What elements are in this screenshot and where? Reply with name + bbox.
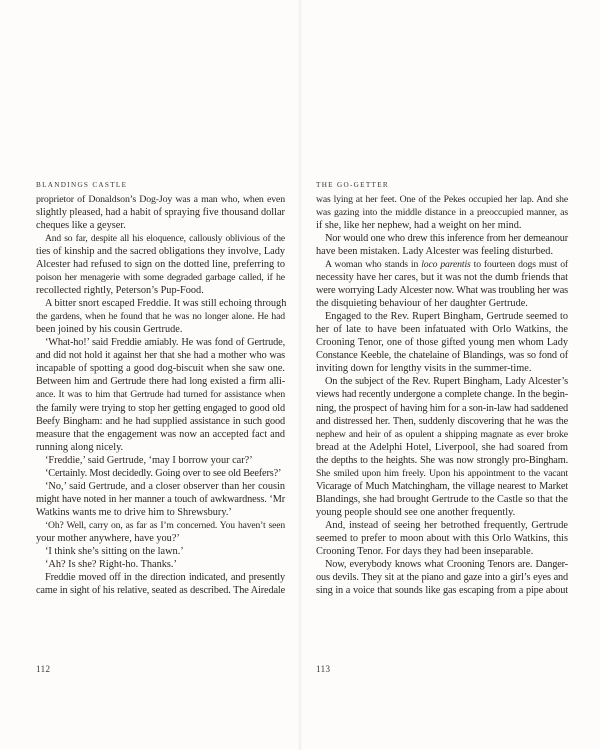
text-line: seemed to prefer to moon about with this Orlo Watkins, this: [316, 532, 568, 544]
text-line: incapable of spotting a good dog-biscuit when she saw one.: [36, 363, 285, 375]
right-page: [300, 0, 600, 750]
text-line: views had recently undergone a complete change. In the begin-: [316, 389, 568, 401]
text-line: Blandings, she had brought Gertrude to the Castle so that the: [316, 493, 568, 505]
left-body-text: [36, 193, 285, 597]
text-line: came in sight of his relative, seated as described. The Airedale: [36, 584, 285, 596]
text-line: ‘I think she’s sitting on the lawn.’: [45, 545, 184, 557]
text-line: the family were trying to stop her getting engaged to good old: [36, 402, 285, 414]
text-line: A bitter snort escaped Freddie. It was still echoing through: [45, 298, 287, 310]
text-line: the disquieting behaviour of her daughter Gertrude.: [316, 298, 528, 310]
text-line: ‘What-ho!’ said Freddie amiably. He was fond of Gertrude,: [45, 337, 285, 349]
text-line: recollected rightly, Peterson’s Pup-Food.: [36, 285, 204, 297]
text-line: have been mistaken. Lady Alcester was feeling disturbed.: [316, 246, 554, 258]
text-line: sing in a voice that sounds like gas escaping from a pipe about: [316, 584, 568, 596]
text-line: inviting down for lengthy visits in the summer-time.: [316, 363, 532, 375]
text-line: On the subject of the Rev. Rupert Bingham, Lady Alcester’s: [325, 376, 568, 388]
text-line: ance. It was to him that Gertrude had turned for assistance when: [36, 389, 285, 401]
text-line: Engaged to the Rev. Rupert Bingham, Gertrude seemed to: [325, 311, 568, 323]
text-line: ties of kinship and the sacred obligations they involve, Lady: [36, 246, 285, 258]
text-line: might have noted in her manner a touch of awkwardness. ‘Mr: [36, 493, 285, 505]
text-line: ‘Ah? Is she? Right-ho. Thanks.’: [45, 558, 177, 570]
text-line: your mother anywhere, have you?’: [36, 532, 180, 544]
page-number-right: 113: [316, 664, 331, 674]
text-line: running along nicely.: [36, 441, 124, 453]
text-line: ‘Oh? Well, carry on, as far as I’m concerned. You haven’t seen: [45, 519, 285, 531]
text-line: if she, like her nephew, had a weight on her mind.: [316, 220, 522, 232]
text-line: Crooning Tenor. For days they had been inseparable.: [316, 545, 534, 557]
text-line: A woman who stands in loco parentis to fourteen dogs must of: [325, 259, 568, 271]
text-line: proprietor of Donaldson’s Dog-Joy was a man who, when even: [36, 194, 285, 205]
text-line: ‘Freddie,’ said Gertrude, ‘may I borrow your car?’: [45, 454, 253, 466]
text-line: cheques like a geyser.: [36, 220, 126, 232]
text-line: slightly pleased, had a habit of spraying five thousand dollar: [36, 207, 285, 219]
text-line: ‘No,’ said Gertrude, and a closer observer than her cousin: [45, 480, 285, 492]
text-line: and distressed her. Then, suddenly discovering that he was the: [316, 415, 568, 427]
text-line: Nor would one who drew this inference from her demeanour: [325, 233, 568, 245]
text-line: Now, everybody knows what Crooning Tenors are. Danger-: [325, 558, 568, 570]
text-line: Watkins wants me to drive him to Shrewsbury.’: [36, 506, 232, 518]
text-line: necessity have her cares, but it was not the dumb friends that: [316, 272, 568, 284]
text-line: Vicarage of Much Matchingham, the village nearest to Market: [316, 480, 568, 492]
text-line: ous devils. They sit at the piano and gaze into a girl’s eyes and: [316, 571, 568, 583]
text-line: And, instead of seeing her betrothed frequently, Gertrude: [325, 519, 568, 531]
text-line: ning, the prospect of having him for a son-in-law had saddened: [316, 402, 568, 414]
text-line: the depths to the heights. She was now strongly pro-Bingham.: [316, 454, 568, 466]
text-line: and did not hold it against her that she had a mother who was: [36, 350, 285, 362]
text-line: was gazing into the middle distance in a preoccupied manner, as: [316, 207, 568, 219]
running-head-right: THE GO-GETTER: [316, 181, 389, 189]
text-line: Between him and Gertrude there had long existed a firm alli-: [36, 376, 285, 388]
text-line: nephew and heir of as opulent a shipping magnate as ever broke: [316, 428, 568, 440]
text-line: Crooning Tenor, one of those gifted young men whom Lady: [316, 337, 568, 349]
text-line: her of late to have been infatuated with Orlo Watkins, the: [316, 324, 568, 336]
right-body-text: [316, 193, 568, 597]
running-head-left: BLANDINGS CASTLE: [36, 181, 128, 189]
text-line: were worrying Lady Alcester now. What was troubling her was: [316, 285, 568, 297]
text-line: poison her menagerie with some degraded garbage called, if he: [36, 272, 285, 284]
text-line: bread at the Adelphi Hotel, Liverpool, she had soared from: [316, 441, 568, 453]
text-line: was lying at her feet. One of the Pekes occupied her lap. And she: [316, 194, 568, 205]
text-line: measure that the engagement was now an accepted fact and: [36, 428, 285, 440]
page-number-left: 112: [36, 664, 51, 674]
text-line: the gardens, when he found that he was no longer alone. He had: [36, 311, 285, 323]
text-line: Freddie moved off in the direction indicated, and presently: [45, 571, 285, 583]
text-line: She smiled upon him freely. Upon his appointment to the vacant: [316, 467, 568, 479]
text-line: Alcester had refused to sign on the dotted line, preferring to: [36, 259, 285, 271]
text-line: Constance Keeble, the chatelaine of Blandings, was so fond of: [316, 350, 568, 362]
text-line: ‘Certainly. Most decidedly. Going over to see old Beefers?’: [45, 467, 282, 479]
text-line: young people should see one another frequently.: [316, 506, 516, 518]
text-line: Beefy Bingham: and he had supplied assistance in such good: [36, 415, 285, 427]
text-line: been joined by his cousin Gertrude.: [36, 324, 183, 336]
text-line: And so far, despite all his eloquence, callously oblivious of the: [45, 233, 285, 245]
